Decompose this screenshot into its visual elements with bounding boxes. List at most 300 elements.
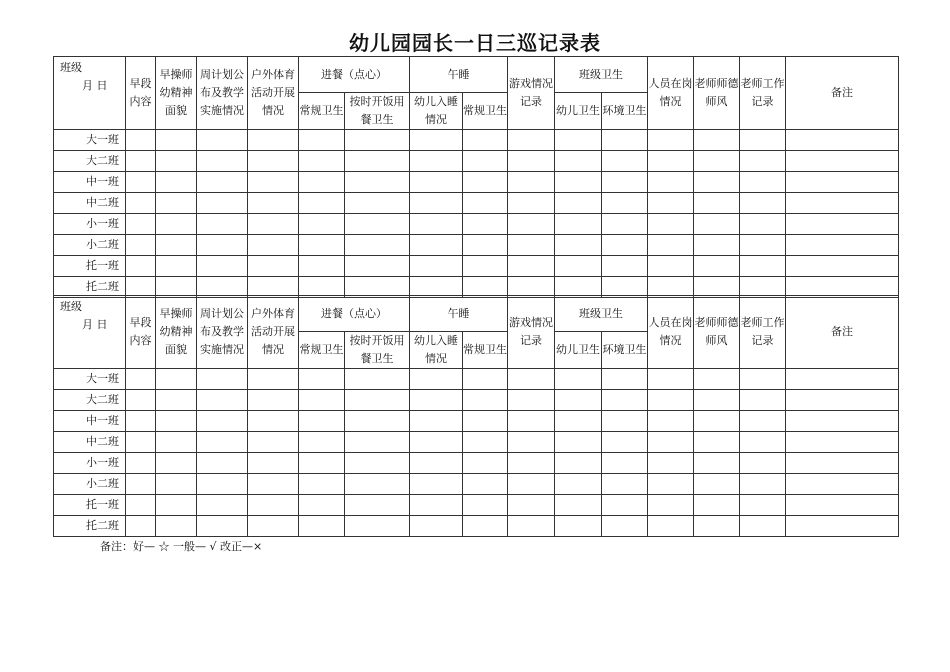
record-cell[interactable] xyxy=(299,495,345,516)
header-nap-sleep: 幼儿入睡情况 xyxy=(410,332,463,369)
record-cell[interactable] xyxy=(648,172,694,193)
header-exercise: 早操师幼精神面貌 xyxy=(156,296,197,369)
record-cell[interactable] xyxy=(740,193,786,214)
record-cell[interactable] xyxy=(299,390,345,411)
record-cell[interactable] xyxy=(299,474,345,495)
record-cell[interactable] xyxy=(126,411,156,432)
record-cell[interactable] xyxy=(197,151,248,172)
record-cell[interactable] xyxy=(410,474,463,495)
record-cell[interactable] xyxy=(463,151,508,172)
record-cell[interactable] xyxy=(508,495,555,516)
record-cell[interactable] xyxy=(126,516,156,537)
record-cell[interactable] xyxy=(508,193,555,214)
record-cell[interactable] xyxy=(126,474,156,495)
record-cell[interactable] xyxy=(248,369,299,390)
record-cell[interactable] xyxy=(602,235,648,256)
date-label: 月 日 xyxy=(82,79,108,92)
record-cell[interactable] xyxy=(126,453,156,474)
record-cell[interactable] xyxy=(602,130,648,151)
header-meal-hygiene: 常规卫生 xyxy=(299,332,345,369)
record-cell[interactable] xyxy=(508,474,555,495)
record-cell[interactable] xyxy=(410,235,463,256)
record-cell[interactable] xyxy=(156,453,197,474)
record-cell[interactable] xyxy=(602,474,648,495)
record-cell[interactable] xyxy=(602,256,648,277)
record-cell[interactable] xyxy=(197,453,248,474)
record-cell[interactable] xyxy=(410,214,463,235)
record-cell[interactable] xyxy=(555,432,602,453)
class-name-cell: 托二班 xyxy=(54,277,126,298)
record-cell[interactable] xyxy=(248,432,299,453)
record-cell[interactable] xyxy=(740,151,786,172)
table-row xyxy=(54,474,899,495)
record-cell[interactable] xyxy=(648,432,694,453)
record-cell[interactable] xyxy=(694,516,740,537)
record-cell[interactable] xyxy=(299,432,345,453)
class-date-header xyxy=(54,57,126,130)
record-cell[interactable] xyxy=(508,235,555,256)
class-name-cell: 大二班 xyxy=(54,151,126,172)
record-cell[interactable] xyxy=(156,256,197,277)
record-cell[interactable] xyxy=(740,369,786,390)
record-cell[interactable] xyxy=(740,453,786,474)
record-cell[interactable] xyxy=(508,214,555,235)
header-game: 游戏情况记录 xyxy=(508,57,555,130)
record-cell[interactable] xyxy=(126,369,156,390)
table-row xyxy=(54,390,899,411)
record-cell[interactable] xyxy=(555,172,602,193)
table-row xyxy=(54,516,899,537)
record-cell[interactable] xyxy=(463,193,508,214)
header-nap-hygiene: 常规卫生 xyxy=(463,93,508,130)
record-cell[interactable] xyxy=(648,474,694,495)
record-table-2 xyxy=(53,295,899,537)
record-cell[interactable] xyxy=(345,516,410,537)
record-cell[interactable] xyxy=(126,151,156,172)
record-cell[interactable] xyxy=(740,411,786,432)
record-cell[interactable] xyxy=(410,411,463,432)
record-cell[interactable] xyxy=(786,369,899,390)
record-cell[interactable] xyxy=(345,390,410,411)
record-cell[interactable] xyxy=(508,172,555,193)
record-cell[interactable] xyxy=(197,172,248,193)
record-cell[interactable] xyxy=(463,411,508,432)
header-work: 老师工作记录 xyxy=(740,296,786,369)
date-label: 月 日 xyxy=(82,318,108,331)
record-cell[interactable] xyxy=(602,214,648,235)
table-row xyxy=(54,256,899,277)
record-cell[interactable] xyxy=(648,369,694,390)
header-remark: 备注 xyxy=(786,57,899,130)
record-cell[interactable] xyxy=(463,516,508,537)
record-cell[interactable] xyxy=(126,495,156,516)
class-name-cell: 小一班 xyxy=(54,453,126,474)
record-cell[interactable] xyxy=(786,453,899,474)
class-label: 班级 xyxy=(60,300,82,313)
record-cell[interactable] xyxy=(648,453,694,474)
record-cell[interactable] xyxy=(555,256,602,277)
table-row xyxy=(54,151,899,172)
record-cell[interactable] xyxy=(694,235,740,256)
record-cell[interactable] xyxy=(126,235,156,256)
record-cell[interactable] xyxy=(410,516,463,537)
record-cell[interactable] xyxy=(197,256,248,277)
record-cell[interactable] xyxy=(786,474,899,495)
header-nap: 午睡 xyxy=(410,57,508,93)
record-cell[interactable] xyxy=(345,214,410,235)
header-staff: 人员在岗情况 xyxy=(648,296,694,369)
record-cell[interactable] xyxy=(740,516,786,537)
record-cell[interactable] xyxy=(156,235,197,256)
record-cell[interactable] xyxy=(248,214,299,235)
record-cell[interactable] xyxy=(197,495,248,516)
record-cell[interactable] xyxy=(410,432,463,453)
record-cell[interactable] xyxy=(508,390,555,411)
record-cell[interactable] xyxy=(126,432,156,453)
record-cell[interactable] xyxy=(555,369,602,390)
record-cell[interactable] xyxy=(156,390,197,411)
record-cell[interactable] xyxy=(345,369,410,390)
class-name-cell: 中一班 xyxy=(54,411,126,432)
record-cell[interactable] xyxy=(299,130,345,151)
record-cell[interactable] xyxy=(248,172,299,193)
record-cell[interactable] xyxy=(694,172,740,193)
record-cell[interactable] xyxy=(463,172,508,193)
header-exercise: 早操师幼精神面貌 xyxy=(156,57,197,130)
record-cell[interactable] xyxy=(345,151,410,172)
record-cell[interactable] xyxy=(345,432,410,453)
record-cell[interactable] xyxy=(299,193,345,214)
header-child-hygiene: 幼儿卫生 xyxy=(555,93,602,130)
legend-note: 备注：好— ☆ 一般— √ 改正—× xyxy=(100,540,263,553)
table-row xyxy=(54,411,899,432)
record-cell[interactable] xyxy=(740,130,786,151)
record-cell[interactable] xyxy=(299,214,345,235)
record-cell[interactable] xyxy=(410,151,463,172)
record-cell[interactable] xyxy=(156,193,197,214)
record-cell[interactable] xyxy=(786,390,899,411)
record-cell[interactable] xyxy=(299,453,345,474)
record-cell[interactable] xyxy=(555,151,602,172)
record-cell[interactable] xyxy=(555,390,602,411)
class-date-header xyxy=(54,296,126,369)
record-cell[interactable] xyxy=(126,172,156,193)
record-cell[interactable] xyxy=(694,390,740,411)
record-cell[interactable] xyxy=(126,193,156,214)
class-name-cell: 小二班 xyxy=(54,235,126,256)
record-cell[interactable] xyxy=(694,453,740,474)
record-cell[interactable] xyxy=(463,256,508,277)
record-cell[interactable] xyxy=(410,193,463,214)
record-cell[interactable] xyxy=(602,453,648,474)
record-cell[interactable] xyxy=(555,214,602,235)
record-cell[interactable] xyxy=(197,193,248,214)
record-cell[interactable] xyxy=(248,130,299,151)
record-cell[interactable] xyxy=(299,411,345,432)
header-env-hygiene: 环境卫生 xyxy=(602,332,648,369)
record-cell[interactable] xyxy=(156,130,197,151)
record-cell[interactable] xyxy=(555,516,602,537)
record-cell[interactable] xyxy=(648,235,694,256)
header-nap: 午睡 xyxy=(410,296,508,332)
record-cell[interactable] xyxy=(740,235,786,256)
record-cell[interactable] xyxy=(248,474,299,495)
record-cell[interactable] xyxy=(648,193,694,214)
record-cell[interactable] xyxy=(345,411,410,432)
record-cell[interactable] xyxy=(248,235,299,256)
record-cell[interactable] xyxy=(648,390,694,411)
record-cell[interactable] xyxy=(463,235,508,256)
record-cell[interactable] xyxy=(508,453,555,474)
record-cell[interactable] xyxy=(602,516,648,537)
record-cell[interactable] xyxy=(197,369,248,390)
record-cell[interactable] xyxy=(602,390,648,411)
header-meal: 进餐（点心） xyxy=(299,57,410,93)
class-name-cell: 大二班 xyxy=(54,390,126,411)
record-cell[interactable] xyxy=(345,193,410,214)
record-cell[interactable] xyxy=(299,235,345,256)
record-cell[interactable] xyxy=(648,256,694,277)
record-cell[interactable] xyxy=(248,411,299,432)
record-cell[interactable] xyxy=(156,151,197,172)
record-cell[interactable] xyxy=(786,411,899,432)
record-cell[interactable] xyxy=(345,130,410,151)
record-cell[interactable] xyxy=(410,369,463,390)
record-cell[interactable] xyxy=(602,369,648,390)
record-cell[interactable] xyxy=(602,193,648,214)
record-cell[interactable] xyxy=(248,390,299,411)
record-cell[interactable] xyxy=(602,172,648,193)
record-cell[interactable] xyxy=(299,151,345,172)
record-cell[interactable] xyxy=(345,453,410,474)
class-name-cell: 中二班 xyxy=(54,193,126,214)
record-cell[interactable] xyxy=(648,214,694,235)
record-cell[interactable] xyxy=(156,474,197,495)
record-table-1 xyxy=(53,56,899,298)
record-cell[interactable] xyxy=(156,516,197,537)
record-cell[interactable] xyxy=(345,172,410,193)
record-cell[interactable] xyxy=(248,495,299,516)
record-cell[interactable] xyxy=(555,474,602,495)
header-weekplan: 周计划公布及教学实施情况 xyxy=(197,296,248,369)
record-cell[interactable] xyxy=(410,390,463,411)
table-row xyxy=(54,495,899,516)
record-cell[interactable] xyxy=(126,256,156,277)
header-class-hygiene: 班级卫生 xyxy=(555,296,648,332)
record-cell[interactable] xyxy=(740,495,786,516)
record-cell[interactable] xyxy=(602,432,648,453)
record-cell[interactable] xyxy=(786,495,899,516)
record-cell[interactable] xyxy=(786,256,899,277)
record-cell[interactable] xyxy=(156,432,197,453)
table-row xyxy=(54,235,899,256)
record-cell[interactable] xyxy=(345,474,410,495)
record-cell[interactable] xyxy=(463,390,508,411)
header-meal: 进餐（点心） xyxy=(299,296,410,332)
record-cell[interactable] xyxy=(410,172,463,193)
record-cell[interactable] xyxy=(248,151,299,172)
record-cell[interactable] xyxy=(694,130,740,151)
table-row xyxy=(54,130,899,151)
record-cell[interactable] xyxy=(197,432,248,453)
header-meal-ontime: 按时开饭用餐卫生 xyxy=(345,332,410,369)
class-label: 班级 xyxy=(60,61,82,74)
record-cell[interactable] xyxy=(694,369,740,390)
record-cell[interactable] xyxy=(786,172,899,193)
record-cell[interactable] xyxy=(555,130,602,151)
record-cell[interactable] xyxy=(602,151,648,172)
record-cell[interactable] xyxy=(555,495,602,516)
record-cell[interactable] xyxy=(648,151,694,172)
header-class-hygiene: 班级卫生 xyxy=(555,57,648,93)
record-cell[interactable] xyxy=(197,130,248,151)
record-cell[interactable] xyxy=(248,516,299,537)
record-cell[interactable] xyxy=(694,214,740,235)
table-row xyxy=(54,369,899,390)
record-cell[interactable] xyxy=(463,130,508,151)
record-cell[interactable] xyxy=(156,172,197,193)
record-cell[interactable] xyxy=(786,432,899,453)
record-cell[interactable] xyxy=(463,369,508,390)
record-cell[interactable] xyxy=(694,411,740,432)
table-row xyxy=(54,214,899,235)
header-game: 游戏情况记录 xyxy=(508,296,555,369)
header-staff: 人员在岗情况 xyxy=(648,57,694,130)
class-name-cell: 小一班 xyxy=(54,214,126,235)
record-cell[interactable] xyxy=(508,516,555,537)
record-cell[interactable] xyxy=(740,432,786,453)
class-name-cell: 大一班 xyxy=(54,130,126,151)
record-cell[interactable] xyxy=(156,214,197,235)
header-nap-hygiene: 常规卫生 xyxy=(463,332,508,369)
table-row xyxy=(54,193,899,214)
record-cell[interactable] xyxy=(299,369,345,390)
record-cell[interactable] xyxy=(694,193,740,214)
record-cell[interactable] xyxy=(602,495,648,516)
record-cell[interactable] xyxy=(694,256,740,277)
page-title: 幼儿园园长一日三巡记录表 xyxy=(349,31,601,55)
record-cell[interactable] xyxy=(508,130,555,151)
record-cell[interactable] xyxy=(197,235,248,256)
record-cell[interactable] xyxy=(345,235,410,256)
record-cell[interactable] xyxy=(299,256,345,277)
record-cell[interactable] xyxy=(126,214,156,235)
record-cell[interactable] xyxy=(694,474,740,495)
record-cell[interactable] xyxy=(410,130,463,151)
record-cell[interactable] xyxy=(694,151,740,172)
record-cell[interactable] xyxy=(156,495,197,516)
record-cell[interactable] xyxy=(197,214,248,235)
record-cell[interactable] xyxy=(786,214,899,235)
record-cell[interactable] xyxy=(508,369,555,390)
record-cell[interactable] xyxy=(555,193,602,214)
record-cell[interactable] xyxy=(555,453,602,474)
record-cell[interactable] xyxy=(786,235,899,256)
table-row xyxy=(54,432,899,453)
record-cell[interactable] xyxy=(555,235,602,256)
header-ethics: 老师师德师风 xyxy=(694,57,740,130)
header-outdoor: 户外体育活动开展情况 xyxy=(248,57,299,130)
record-cell[interactable] xyxy=(555,411,602,432)
class-name-cell: 中一班 xyxy=(54,172,126,193)
header-meal-hygiene: 常规卫生 xyxy=(299,93,345,130)
class-name-cell: 中二班 xyxy=(54,432,126,453)
record-cell[interactable] xyxy=(248,193,299,214)
header-weekplan: 周计划公布及教学实施情况 xyxy=(197,57,248,130)
table-row xyxy=(54,453,899,474)
record-cell[interactable] xyxy=(648,411,694,432)
record-cell[interactable] xyxy=(786,516,899,537)
record-cell[interactable] xyxy=(197,474,248,495)
record-cell[interactable] xyxy=(299,172,345,193)
record-cell[interactable] xyxy=(197,390,248,411)
header-morning: 早段内容 xyxy=(126,296,156,369)
record-cell[interactable] xyxy=(410,256,463,277)
record-cell[interactable] xyxy=(508,151,555,172)
record-cell[interactable] xyxy=(410,495,463,516)
header-remark: 备注 xyxy=(786,296,899,369)
record-cell[interactable] xyxy=(740,256,786,277)
record-cell[interactable] xyxy=(299,516,345,537)
record-cell[interactable] xyxy=(694,495,740,516)
header-nap-sleep: 幼儿入睡情况 xyxy=(410,93,463,130)
record-cell[interactable] xyxy=(126,130,156,151)
class-name-cell: 托二班 xyxy=(54,516,126,537)
record-cell[interactable] xyxy=(197,516,248,537)
header-child-hygiene: 幼儿卫生 xyxy=(555,332,602,369)
header-work: 老师工作记录 xyxy=(740,57,786,130)
record-cell[interactable] xyxy=(345,495,410,516)
record-cell[interactable] xyxy=(648,130,694,151)
class-name-cell: 托一班 xyxy=(54,495,126,516)
record-cell[interactable] xyxy=(648,516,694,537)
record-cell[interactable] xyxy=(126,390,156,411)
record-cell[interactable] xyxy=(740,474,786,495)
header-outdoor: 户外体育活动开展情况 xyxy=(248,296,299,369)
record-cell[interactable] xyxy=(508,432,555,453)
record-cell[interactable] xyxy=(463,453,508,474)
record-cell[interactable] xyxy=(740,390,786,411)
record-cell[interactable] xyxy=(602,411,648,432)
class-name-cell: 小二班 xyxy=(54,474,126,495)
record-cell[interactable] xyxy=(463,474,508,495)
record-cell[interactable] xyxy=(463,495,508,516)
record-cell[interactable] xyxy=(508,411,555,432)
table-row xyxy=(54,172,899,193)
record-cell[interactable] xyxy=(508,256,555,277)
record-cell[interactable] xyxy=(463,432,508,453)
header-meal-ontime: 按时开饭用餐卫生 xyxy=(345,93,410,130)
record-cell[interactable] xyxy=(786,130,899,151)
record-cell[interactable] xyxy=(786,193,899,214)
record-cell[interactable] xyxy=(648,495,694,516)
record-cell[interactable] xyxy=(197,411,248,432)
class-name-cell: 托一班 xyxy=(54,256,126,277)
record-cell[interactable] xyxy=(786,151,899,172)
record-cell[interactable] xyxy=(694,432,740,453)
record-cell[interactable] xyxy=(740,172,786,193)
header-ethics: 老师师德师风 xyxy=(694,296,740,369)
record-cell[interactable] xyxy=(156,411,197,432)
record-cell[interactable] xyxy=(463,214,508,235)
record-cell[interactable] xyxy=(248,256,299,277)
record-cell[interactable] xyxy=(156,369,197,390)
record-cell[interactable] xyxy=(410,453,463,474)
record-cell[interactable] xyxy=(248,453,299,474)
record-cell[interactable] xyxy=(740,214,786,235)
record-cell[interactable] xyxy=(345,256,410,277)
class-name-cell: 大一班 xyxy=(54,369,126,390)
